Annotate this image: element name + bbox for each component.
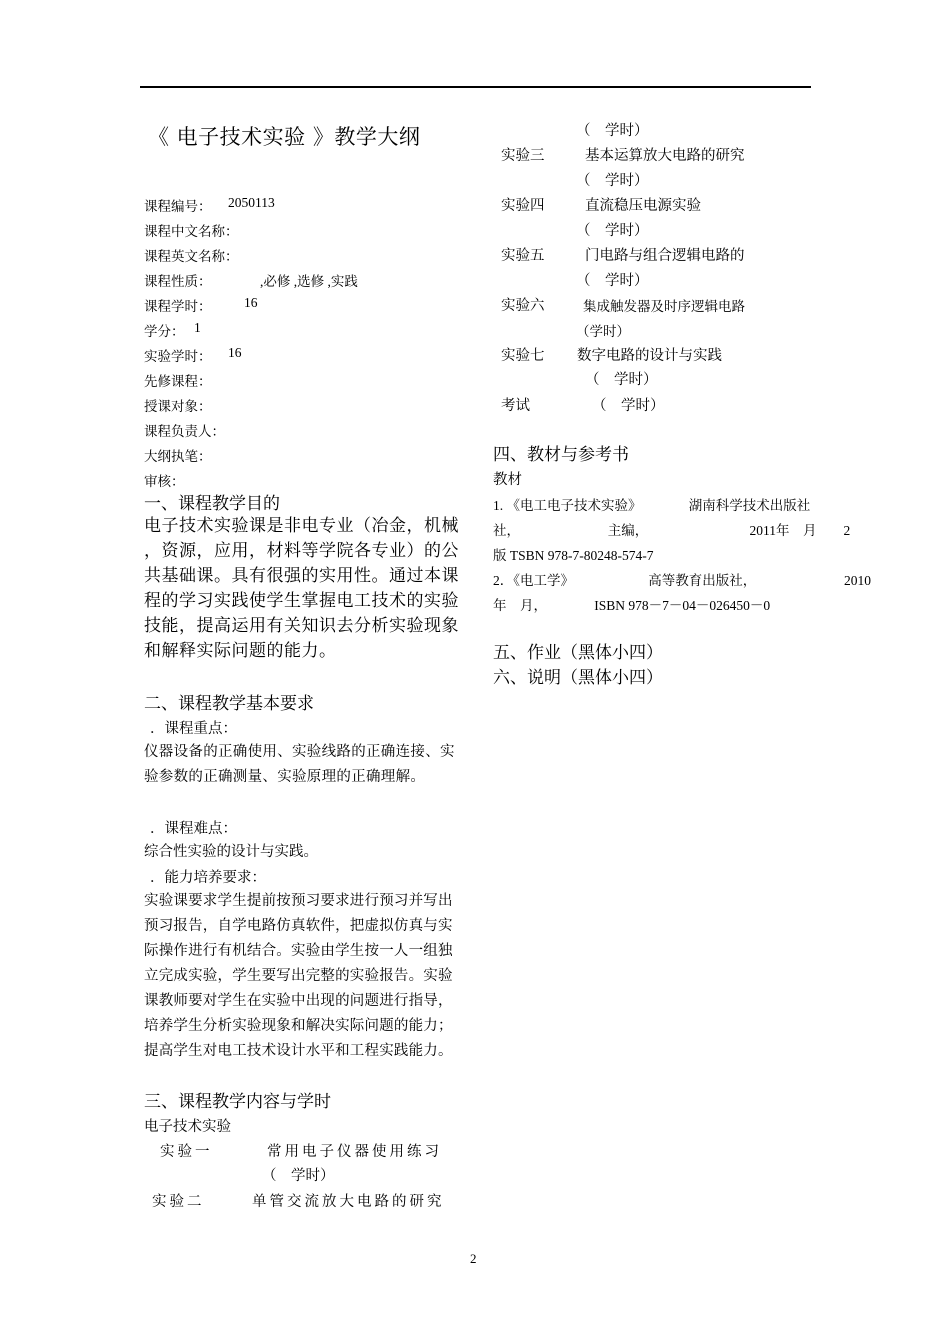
experiment-hours: （ 学时） <box>262 1168 335 1184</box>
document-title: 《 电子技术实验 》教学大纲 <box>148 125 421 149</box>
meta-row <box>144 295 258 315</box>
section-subheading: 电子技术实验 <box>144 1119 231 1135</box>
meta-row <box>144 445 212 465</box>
meta-value: 1 <box>194 320 201 335</box>
section-paragraph: 电子技术实验课是非电专业（冶金，机械 ，资源，应用，材料等学院各专业）的公共基础课。具有很强的实用性。通过本课程的学习实践使学生掌握电工技术的实验技能，提高运用有关知识去分析实验现象和解释实际问题的能力。 <box>144 516 459 661</box>
experiment-no: 实验六 <box>501 298 545 314</box>
meta-row <box>144 395 212 415</box>
meta-label: 大纲执笔： <box>144 449 212 464</box>
point-text: 综合性实验的设计与实践。 <box>144 844 318 860</box>
experiment-no: 实验一 <box>160 1144 213 1160</box>
meta-value: 2050113 <box>228 195 275 210</box>
meta-label: 先修课程： <box>144 374 212 389</box>
meta-label: 实验学时： <box>144 349 212 364</box>
section-heading: 二、课程教学基本要求 <box>144 694 314 714</box>
experiment-name: 单管交流放大电路的研究 <box>252 1194 445 1210</box>
reference-line: 年 月， ISBN 978－7－04－026450－0 <box>493 598 771 613</box>
section-heading: 五、作业（黑体小四） <box>493 643 663 663</box>
reference-line: 1. 《电工电子技术实验》 湖南科学技术出版社 <box>493 498 811 513</box>
experiment-no: 实验五 <box>501 248 545 264</box>
meta-label: 课程编号： <box>144 199 212 214</box>
meta-label: 学分： <box>144 324 185 339</box>
meta-label: 课程学时： <box>144 299 212 314</box>
meta-row <box>144 470 185 490</box>
meta-value: ,必修 ,选修 ,实践 <box>260 274 358 289</box>
reference-line: 版 TSBN 978-7-80248-574-7 <box>493 548 654 563</box>
meta-row <box>144 220 239 240</box>
experiment-name: 基本运算放大电路的研究 <box>585 148 745 164</box>
meta-label: 课程英文名称： <box>144 249 239 264</box>
meta-row <box>144 420 225 440</box>
point-text: 仪器设备的正确使用、实验线路的正确连接、实验参数的正确测量、实验原理的正确理解。 <box>144 744 455 785</box>
meta-row <box>144 345 242 365</box>
experiment-name: 集成触发器及时序逻辑电路 <box>583 299 745 315</box>
experiment-no: 实验三 <box>501 148 545 164</box>
meta-row <box>144 320 201 340</box>
point-label: ．课程重点： <box>150 721 237 737</box>
experiment-no: 实验七 <box>501 348 545 364</box>
experiment-hours: （ 学时） <box>576 223 649 239</box>
section-heading: 一、课程教学目的 <box>144 494 280 514</box>
experiment-name: 门电路与组合逻辑电路的 <box>585 248 745 264</box>
meta-label: 课程中文名称： <box>144 224 239 239</box>
experiment-name: 直流稳压电源实验 <box>585 198 701 214</box>
experiment-hours: （学时） <box>576 324 630 340</box>
header-rule <box>140 86 811 88</box>
meta-label: 课程负责人： <box>144 424 225 439</box>
experiment-hours: （ 学时） <box>585 372 658 388</box>
section-heading: 四、教材与参考书 <box>493 445 629 465</box>
exam-label: 考试 <box>501 398 530 414</box>
meta-label: 课程性质： <box>144 274 212 289</box>
section-heading: 六、说明（黑体小四） <box>493 668 663 688</box>
section-heading: 三、课程教学内容与学时 <box>144 1092 331 1112</box>
experiment-hours: （ 学时） <box>576 273 649 289</box>
meta-label: 审核： <box>144 474 185 489</box>
experiment-hours: （ 学时） <box>576 123 649 139</box>
reference-line: 2．《电工学》 高等教育出版社， 2010 <box>493 573 871 588</box>
meta-row <box>144 245 239 265</box>
meta-row <box>144 195 275 215</box>
experiment-no: 实验二 <box>152 1194 205 1210</box>
point-label: ．课程难点： <box>150 821 237 837</box>
experiment-no: 实验四 <box>501 198 545 214</box>
meta-label: 授课对象： <box>144 399 212 414</box>
experiment-hours: （ 学时） <box>576 173 649 189</box>
reference-line: 社， 主编， 2011年 月 2 <box>493 523 851 538</box>
experiment-hours: （ 学时） <box>592 398 665 414</box>
meta-row <box>144 370 212 390</box>
meta-row <box>144 270 358 290</box>
page-number: 2 <box>470 1251 477 1266</box>
experiment-name: 数字电路的设计与实践 <box>577 348 722 364</box>
experiment-name: 常用电子仪器使用练习 <box>267 1144 442 1160</box>
point-text: 实验课要求学生提前按预习要求进行预习并写出预习报告，自学电路仿真软件，把虚拟仿真与实际操作进行有机结合。实验由学生按一人一组独立完成实验，学生要写出完整的实验报告。实验课教师要对学生在实验中出现的问题进行指导，培养学生分析实验现象和解决实际问题的能力；提高学生对电工技术设计水平和工程实践能力。 <box>144 893 453 1059</box>
section-subheading: 教材 <box>493 472 522 488</box>
meta-value: 16 <box>228 345 242 360</box>
point-label: ．能力培养要求： <box>150 870 266 886</box>
meta-value: 16 <box>244 295 258 310</box>
